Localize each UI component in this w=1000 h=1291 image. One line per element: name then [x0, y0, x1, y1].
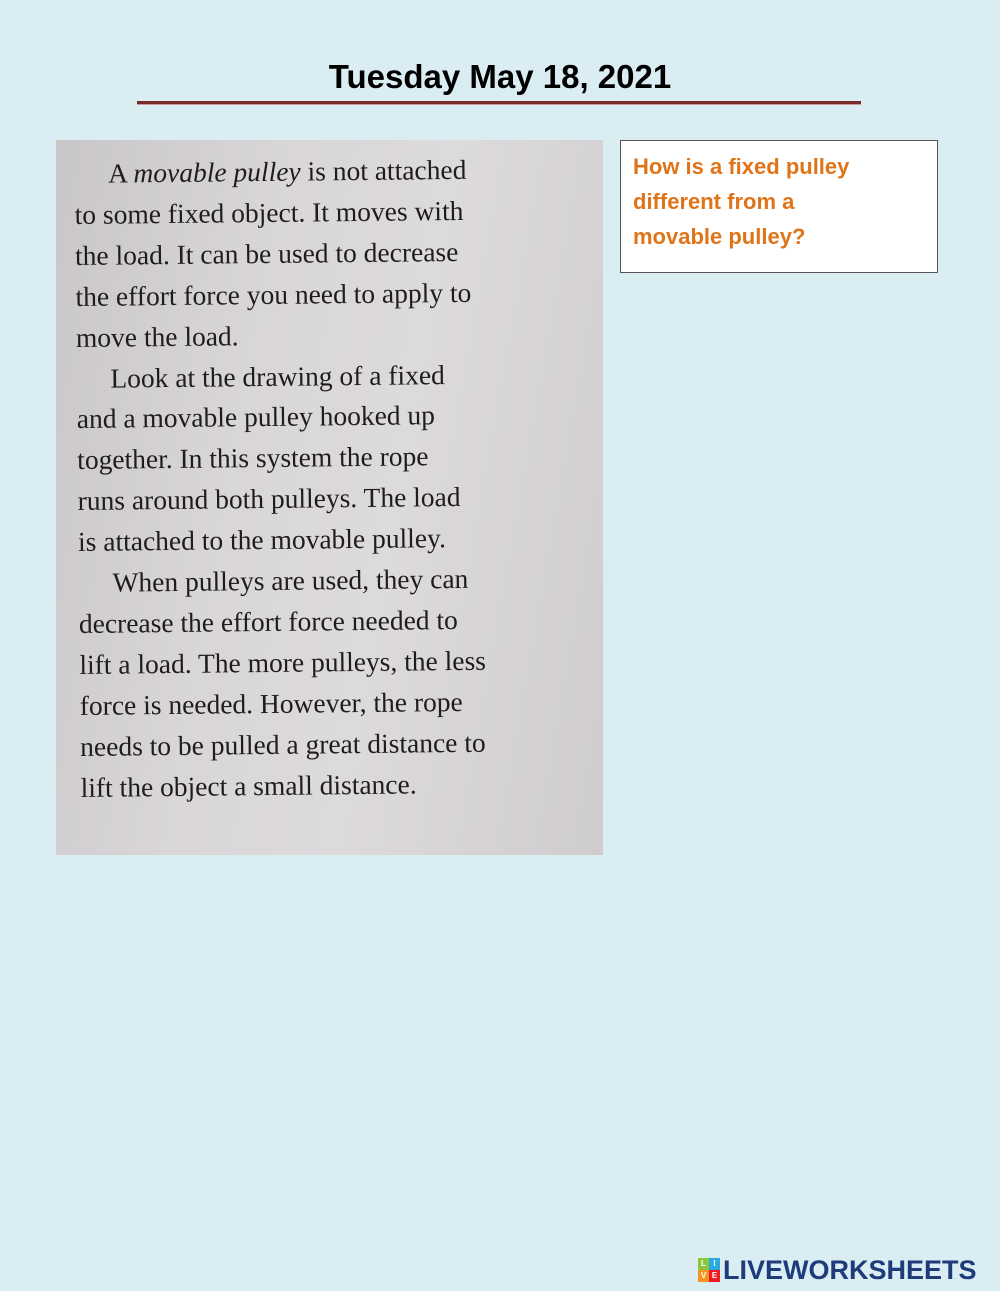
passage-line: Look at the drawing of a fixed — [110, 358, 445, 394]
passage-line: When pulleys are used, they can — [112, 562, 469, 598]
heading-divider — [137, 101, 861, 105]
logo-letter: I — [709, 1258, 720, 1270]
paragraph-2 — [76, 353, 598, 563]
passage-line: A movable pulley is not attached — [108, 153, 467, 189]
brand-name: LIVEWORKSHEETS — [723, 1254, 977, 1285]
date-heading: Tuesday May 18, 2021 — [328, 58, 672, 95]
passage-line: lift the object a small distance. — [80, 768, 417, 803]
logo-letter: L — [698, 1258, 709, 1270]
question-text — [633, 149, 923, 254]
passage-line: runs around both pulleys. The load — [77, 481, 461, 517]
question-line: How is a fixed pulley — [633, 154, 850, 179]
logo-letter: V — [698, 1270, 709, 1282]
term-movable-pulley: movable pulley — [133, 155, 301, 189]
paragraph-1 — [74, 149, 596, 359]
passage-line: is attached to the movable pulley. — [77, 522, 447, 558]
passage-line: together. In this system the rope — [77, 440, 429, 476]
textbook-scan — [56, 140, 603, 855]
question-box[interactable] — [620, 140, 938, 273]
question-line: different from a — [633, 189, 795, 214]
passage-line: force is needed. However, the rope — [79, 685, 463, 721]
brand-footer — [698, 1255, 977, 1285]
logo-letter: E — [709, 1270, 720, 1282]
passage-line: the load. It can be used to decrease — [74, 235, 459, 271]
passage-line: and a movable pulley hooked up — [76, 399, 436, 435]
passage-line: needs to be pulled a great distance to — [80, 726, 486, 762]
brand-logo-icon — [698, 1258, 720, 1282]
question-line: movable pulley? — [633, 224, 806, 249]
passage-line: move the load. — [75, 319, 239, 353]
passage-line: decrease the effort force needed to — [78, 603, 458, 639]
passage-line: the effort force you need to apply to — [75, 276, 472, 312]
paragraph-3 — [78, 558, 601, 809]
passage-line: to some fixed object. It moves with — [74, 194, 464, 230]
passage-line: lift a load. The more pulleys, the less — [79, 644, 487, 680]
passage-text — [74, 149, 601, 809]
